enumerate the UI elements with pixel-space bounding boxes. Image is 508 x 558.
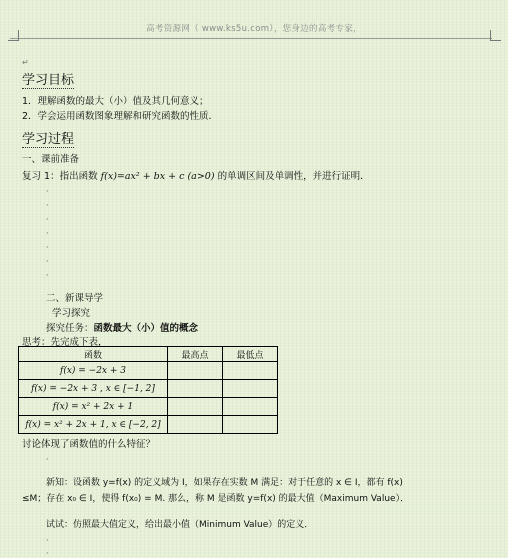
- margin-corner: [8, 30, 19, 41]
- table-cell-function: f(x) = −2x + 3 , x ∈ [−1, 2]: [19, 380, 168, 398]
- table-cell-min[interactable]: [223, 398, 278, 416]
- table-cell-max[interactable]: [168, 398, 223, 416]
- table-row: [19, 398, 278, 416]
- table-header: 函数: [19, 347, 168, 362]
- review-tail: 的单调区间及单调性，并进行证明．: [217, 171, 370, 182]
- try-prompt: 试试：仿照最大值定义，给出最小值（Minimum Value）的定义．: [46, 520, 314, 530]
- section-title-goals: 学习目标: [22, 73, 75, 88]
- table-cell-max[interactable]: [168, 362, 223, 380]
- task-line: [46, 320, 198, 334]
- table-row: [19, 416, 278, 434]
- task-title: 函数最大（小）值的概念: [93, 323, 199, 334]
- blank-line-mark: ,: [46, 533, 49, 542]
- table-cell-function: f(x) = −2x + 3: [19, 362, 168, 380]
- blank-line-mark: ,: [46, 198, 49, 207]
- table-cell-max[interactable]: [168, 380, 223, 398]
- explore-heading: 学习探究: [52, 308, 91, 319]
- review-label: 复习 1：指出函数: [22, 171, 98, 182]
- table-header-row: [19, 347, 278, 362]
- table-cell-min[interactable]: [223, 380, 278, 398]
- blank-line-mark: ,: [46, 226, 49, 235]
- table-header: 最低点: [223, 347, 278, 362]
- goal-item: 2．学会运用函数图象理解和研究函数的性质．: [22, 111, 219, 122]
- new-knowledge-line2: ≤M；存在 x₀ ∈ I，使得 f(x₀) = M. 那么，称 M 是函数 y=f(x) 的最大值（Maximum Value）．: [22, 494, 410, 504]
- goal-item: 1．理解函数的最大（小）值及其几何意义；: [22, 96, 209, 107]
- blank-line-mark: ,: [46, 254, 49, 263]
- think-prompt: 思考：先完成下表，: [22, 337, 108, 348]
- blank-line-mark: ,: [46, 240, 49, 249]
- review-question: [22, 168, 370, 182]
- table-row: [19, 362, 278, 380]
- new-lesson-heading: 二、新课导学: [46, 293, 104, 304]
- table-cell-function: f(x) = x² + 2x + 1, x ∈ [−2, 2]: [19, 416, 168, 434]
- table-row: [19, 380, 278, 398]
- section-title-process: 学习过程: [22, 132, 75, 147]
- function-table: [18, 346, 278, 434]
- blank-line-mark: ,: [46, 212, 49, 221]
- blank-line-mark: ,: [46, 268, 49, 277]
- blank-line-mark: ,: [46, 452, 49, 461]
- review-formula: f(x)=ax² + bx + c (a>0): [100, 171, 215, 182]
- task-label: 探究任务：: [46, 323, 94, 334]
- table-cell-min[interactable]: [223, 416, 278, 434]
- paragraph-mark: ↵: [22, 58, 29, 67]
- table-cell-max[interactable]: [168, 416, 223, 434]
- page-header: 高考资源网（ www.ks5u.com），您身边的高考专家，: [146, 24, 362, 34]
- table-cell-min[interactable]: [223, 362, 278, 380]
- table-cell-function: f(x) = x² + 2x + 1: [19, 398, 168, 416]
- table-header: 最高点: [168, 347, 223, 362]
- prep-heading: 一、课前准备: [22, 154, 80, 165]
- new-knowledge-line1: 新知：设函数 y=f(x) 的定义域为 I，如果存在实数 M 满足：对于任意的 x ∈ I，都有 f(x): [46, 478, 403, 488]
- discussion-question: 讨论体现了函数值的什么特征？: [22, 439, 156, 450]
- margin-corner: [490, 30, 501, 41]
- blank-line-mark: ,: [46, 184, 49, 193]
- header-divider: [10, 38, 492, 39]
- blank-line-mark: ,: [46, 546, 49, 555]
